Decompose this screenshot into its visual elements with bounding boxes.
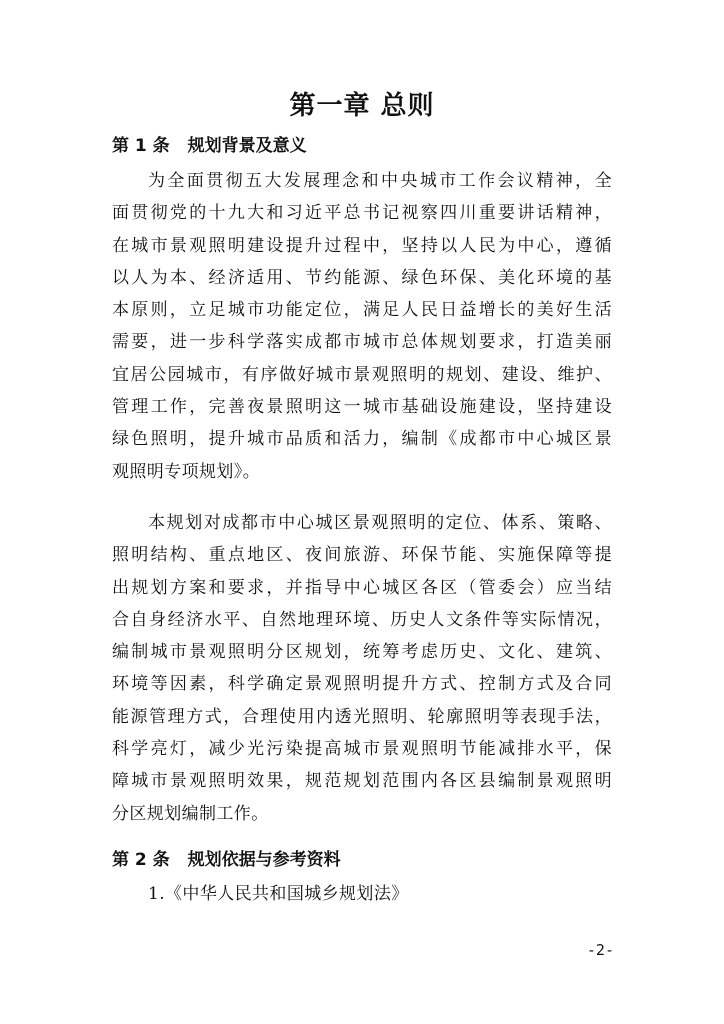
article-heading [112,134,307,158]
paragraph [112,507,612,830]
paragraph-line: 障城市景观照明效果，规范规划范围内各区县编制景观照明 [112,771,612,792]
paragraph-line: 绿色照明，提升城市品质和活力，编制《成都市中心城区景 [112,429,612,450]
paragraph-line: 需要，进一步科学落实成都市城市总体规划要求，打造美丽 [112,332,612,353]
paragraph-line: 出规划方案和要求，并指导中心城区各区（管委会）应当结 [112,577,612,598]
article-number: 第 2 条 [112,850,170,870]
article-number: 第 1 条 [112,136,170,156]
article-title: 规划依据与参考资料 [187,850,341,870]
paragraph-line: 本规划对成都市中心城区景观照明的定位、体系、策略、 [148,513,612,533]
paragraph-line: 编制城市景观照明分区规划，统筹考虑历史、文化、建筑、 [112,642,612,663]
paragraph-line: 在城市景观照明建设提升过程中，坚持以人民为中心，遵循 [112,235,612,256]
paragraph-line: 分区规划编制工作。 [112,803,269,824]
paragraph-line: 以人为本、经济适用、节约能源、绿色环保、美化环境的基 [112,267,612,288]
paragraph-line: 观照明专项规划》。 [112,461,261,482]
list-item: 1.《中华人民共和国城乡规划法》 [148,884,409,904]
paragraph-line: 宜居公园城市，有序做好城市景观照明的规划、建设、维护、 [112,364,612,385]
page-number: -2- [586,941,614,959]
paragraph-line: 能源管理方式，合理使用内透光照明、轮廓照明等表现手法， [112,706,612,727]
paragraph-line: 科学亮灯，减少光污染提高城市景观照明节能减排水平，保 [112,739,612,760]
paragraph-line: 环境等因素，科学确定景观照明提升方式、控制方式及合同 [112,674,612,695]
paragraph-line: 照明结构、重点地区、夜间旅游、环保节能、实施保障等提 [112,545,612,566]
paragraph-line: 为全面贯彻五大发展理念和中央城市工作会议精神，全 [148,171,612,191]
paragraph [112,165,612,488]
article-heading [112,848,341,872]
chapter-title: 第一章 总则 [289,91,435,121]
paragraph-line: 面贯彻党的十九大和习近平总书记视察四川重要讲话精神， [112,203,612,224]
article-title: 规划背景及意义 [187,136,307,156]
paragraph-line: 本原则，立足城市功能定位，满足人民日益增长的美好生活 [112,300,612,321]
paragraph-line: 合自身经济水平、自然地理环境、历史人文条件等实际情况， [112,609,612,630]
paragraph-line: 管理工作，完善夜景照明这一城市基础设施建设，坚持建设 [112,397,612,418]
